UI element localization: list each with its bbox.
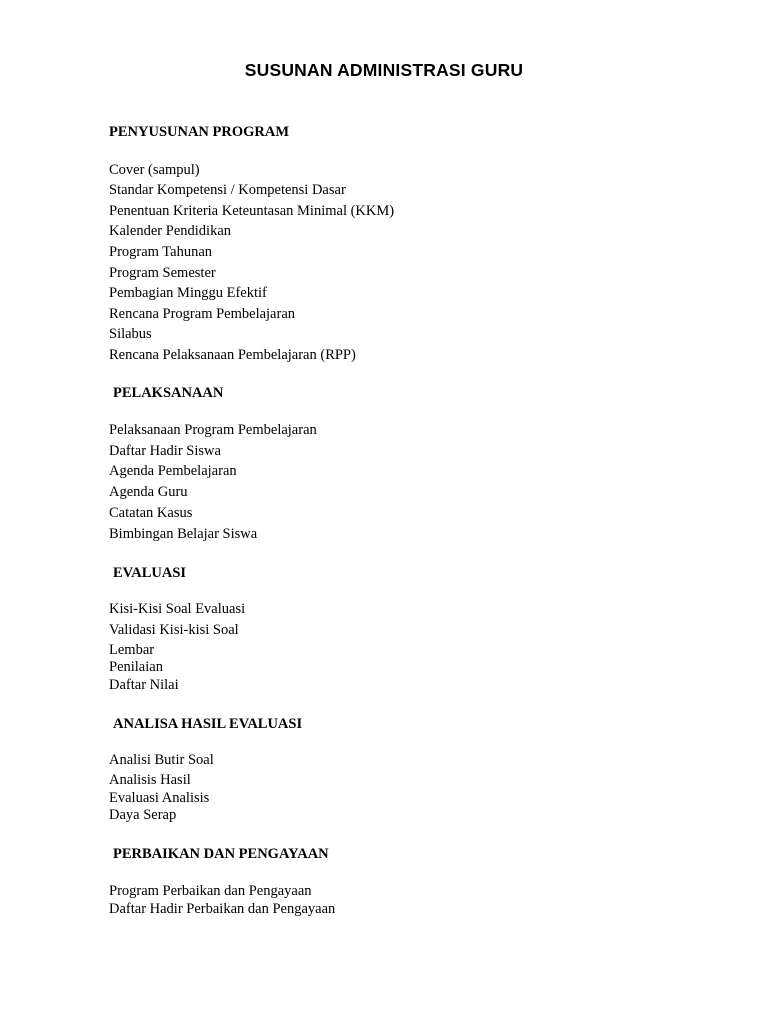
list-item: Daftar Hadir Perbaikan dan Pengayaan (109, 901, 336, 917)
list-item: Cover (sampul) (109, 162, 200, 178)
list-item: Kalender Pendidikan (109, 223, 232, 239)
list-item: Rencana Pelaksanaan Pembelajaran (RPP) (109, 347, 356, 363)
list-item: Catatan Kasus (109, 505, 193, 521)
section-heading-analisa-hasil-evaluasi: ANALISA HASIL EVALUASI (113, 716, 303, 732)
list-item: Analisis Hasil (109, 772, 191, 788)
list-item: Silabus (109, 326, 152, 342)
list-item: Pembagian Minggu Efektif (109, 285, 267, 301)
list-item: Daya Serap (109, 807, 177, 823)
list-item: Validasi Kisi-kisi Soal (109, 622, 239, 638)
list-item: Analisi Butir Soal (109, 752, 214, 768)
section-heading-pelaksanaan: PELAKSANAAN (113, 385, 224, 401)
list-item: Program Tahunan (109, 244, 213, 260)
document-title: SUSUNAN ADMINISTRASI GURU (244, 60, 524, 80)
list-item: Standar Kompetensi / Kompetensi Dasar (109, 182, 346, 198)
section-heading-perbaikan-dan-pengayaan: PERBAIKAN DAN PENGAYAAN (113, 846, 329, 862)
section-heading-evaluasi: EVALUASI (113, 565, 187, 581)
list-item: Penilaian (109, 659, 163, 675)
list-item: Agenda Guru (109, 484, 188, 500)
list-item: Lembar (109, 642, 155, 658)
list-item: Agenda Pembelajaran (109, 463, 237, 479)
list-item: Penentuan Kriteria Keteuntasan Minimal (KKM) (109, 203, 395, 219)
list-item: Program Semester (109, 265, 216, 281)
list-item: Bimbingan Belajar Siswa (109, 526, 258, 542)
list-item: Daftar Hadir Siswa (109, 443, 221, 459)
list-item: Daftar Nilai (109, 677, 179, 693)
list-item: Kisi-Kisi Soal Evaluasi (109, 601, 246, 617)
list-item: Evaluasi Analisis (109, 790, 210, 806)
section-heading-penyusunan-program: PENYUSUNAN PROGRAM (109, 124, 290, 140)
list-item: Rencana Program Pembelajaran (109, 306, 296, 322)
list-item: Program Perbaikan dan Pengayaan (109, 883, 312, 899)
list-item: Pelaksanaan Program Pembelajaran (109, 422, 317, 438)
